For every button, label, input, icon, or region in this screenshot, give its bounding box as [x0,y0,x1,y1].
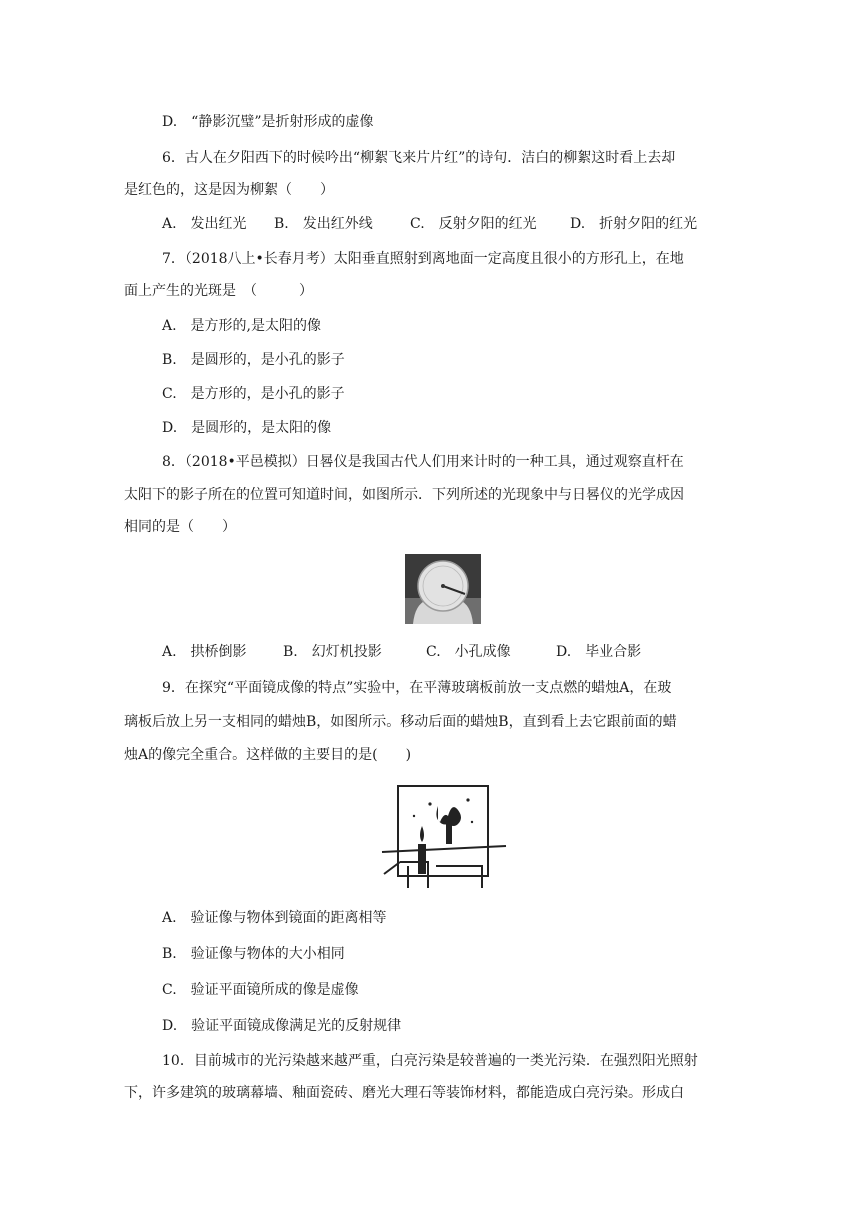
q8-stem-line-2: 太阳下的影子所在的位置可知道时间，如图所示．下列所述的光现象中与日晷仪的光学成因 [124,487,684,503]
q9-option-c: C. 验证平面镜所成的像是虚像 [162,982,359,998]
q6-option-c: C. 反射夕阳的红光 [410,216,537,232]
q8-option-a: A. 拱桥倒影 [162,644,247,660]
q9-stem-line-2: 璃板后放上另一支相同的蜡烛B，如图所示。移动后面的蜡烛B，直到看上去它跟前面的蜡 [124,714,677,730]
q6-stem-line-2: 是红色的，这是因为柳絮（ ） [124,182,334,198]
q5-option-d: D. “静影沉璧”是折射形成的虚像 [162,114,374,130]
q6-stem-line-1: 6．古人在夕阳西下的时候吟出“柳絮飞来片片红”的诗句．洁白的柳絮这时看上去却 [162,150,676,166]
q6-option-b: B. 发出红外线 [274,216,373,232]
q9-stem-line-1: 9．在探究“平面镜成像的特点”实验中，在平薄玻璃板前放一支点燃的蜡烛A，在玻 [162,680,672,696]
q7-option-d: D. 是圆形的，是太阳的像 [162,420,332,436]
q9-option-b: B. 验证像与物体的大小相同 [162,946,345,962]
sundial-image [405,554,481,624]
q8-option-b: B. 幻灯机投影 [283,644,382,660]
q8-option-c: C. 小孔成像 [426,644,511,660]
q9-stem-line-3: 烛A的像完全重合。这样做的主要目的是( ) [124,747,412,763]
q7-option-a: A. 是方形的,是太阳的像 [162,318,322,334]
mirror-candle-diagram [378,782,508,890]
q8-stem-line-3: 相同的是（ ） [124,519,236,535]
q8-stem-line-1: 8．（2018•平邑模拟）日晷仪是我国古代人们用来计时的一种工具，通过观察直杆在 [162,454,684,470]
q9-option-a: A. 验证像与物体到镜面的距离相等 [162,910,387,926]
q8-option-d: D. 毕业合影 [556,644,642,660]
q10-stem-line-1: 10．目前城市的光污染越来越严重，白亮污染是较普遍的一类光污染．在强烈阳光照射 [162,1053,698,1069]
q9-option-d: D. 验证平面镜成像满足光的反射规律 [162,1018,402,1034]
q6-option-d: D. 折射夕阳的红光 [570,216,698,232]
q7-option-b: B. 是圆形的，是小孔的影子 [162,352,345,368]
q7-stem-line-2: 面上产生的光斑是 （ ） [124,283,313,299]
q6-option-a: A. 发出红光 [162,216,247,232]
q7-option-c: C. 是方形的，是小孔的影子 [162,386,345,402]
q10-stem-line-2: 下，许多建筑的玻璃幕墙、釉面瓷砖、磨光大理石等装饰材料，都能造成白亮污染。形成白 [124,1085,684,1101]
q7-stem-line-1: 7．（2018八上•长春月考）太阳垂直照射到离地面一定高度且很小的方形孔上，在地 [162,251,684,267]
